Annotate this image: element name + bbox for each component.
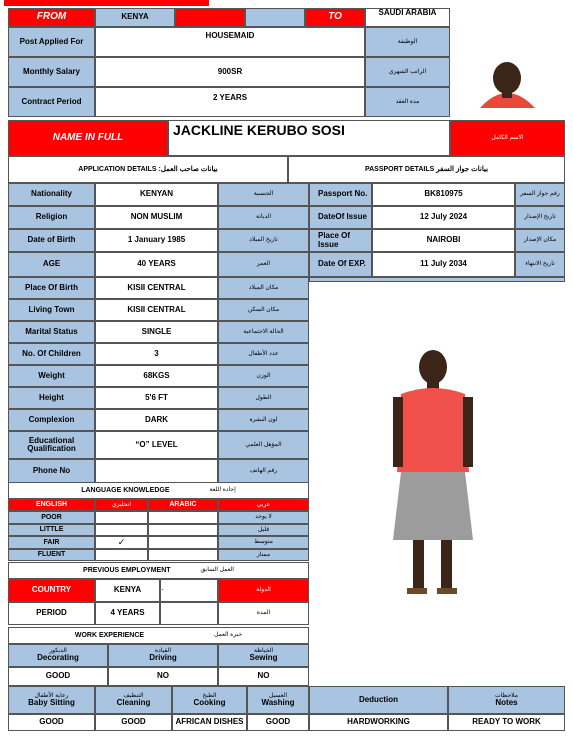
work-skill-cleaning	[95, 686, 172, 714]
applicant-label: Marital Status	[8, 321, 95, 343]
to-value: SAUDI ARABIA	[365, 8, 450, 27]
work-skill-baby-sitting	[8, 686, 95, 714]
salary-label: Monthly Salary	[8, 57, 95, 87]
applicant-arabic: الوزن	[218, 365, 309, 387]
header-blue-block	[245, 8, 305, 27]
name-label: NAME IN FULL	[8, 120, 168, 156]
work-skill-value: READY TO WORK	[448, 714, 565, 731]
work-skill-arabic: التنظيف	[123, 692, 144, 699]
applicant-label: Height	[8, 387, 95, 409]
top-strip	[4, 0, 209, 6]
applicant-value: 1 January 1985	[95, 229, 218, 252]
language-level-arabic: قليل	[218, 524, 309, 537]
work-skill-label: Driving	[149, 653, 177, 663]
language-level-label: POOR	[8, 511, 95, 524]
work-title-arabic: خبرة العمل	[214, 632, 243, 639]
applicant-arabic: مكان السكن	[218, 299, 309, 321]
country-label: COUNTRY	[8, 579, 95, 602]
applicant-value: KISII CENTRAL	[95, 299, 218, 321]
applicant-label: Living Town	[8, 299, 95, 321]
applicant-arabic: رقم الهاتف	[218, 459, 309, 483]
applicant-label: Place Of Birth	[8, 277, 95, 299]
contract-arabic: مدة العقد	[365, 87, 450, 117]
language-title-arabic: إجادة اللغة	[209, 487, 236, 494]
work-skill-driving	[108, 644, 218, 667]
country-extra: ·	[160, 579, 218, 602]
passport-arabic: تاريخ الانتهاء	[515, 252, 565, 277]
language-title-text: LANGUAGE KNOWLEDGE	[81, 486, 170, 494]
language-english-mark	[95, 511, 148, 524]
period-label: PERIOD	[8, 602, 95, 625]
language-english-mark	[95, 549, 148, 562]
work-skill-value: GOOD	[95, 714, 172, 731]
applicant-arabic: الجنسية	[218, 183, 309, 206]
applicant-arabic: مكان الميلاد	[218, 277, 309, 299]
language-english-mark	[95, 524, 148, 537]
language-english-mark: ✓	[95, 536, 148, 549]
work-skill-value: GOOD	[247, 714, 309, 731]
applicant-label: Complexion	[8, 409, 95, 431]
language-arabic-mark	[148, 524, 218, 537]
applicant-label: AGE	[8, 252, 95, 277]
header-red-block	[175, 8, 245, 27]
work-skill-arabic: الخياطة	[254, 648, 273, 655]
work-title	[8, 627, 309, 644]
arabic-header: ARABIC	[148, 499, 218, 511]
applicant-value: 5'6 FT	[95, 387, 218, 409]
passport-label: DateOf Issue	[309, 206, 372, 229]
applicant-arabic: العمر	[218, 252, 309, 277]
passport-label: Place Of Issue	[309, 229, 372, 252]
work-skill-label: Cooking	[193, 697, 226, 707]
work-skill-arabic: ملاحظات	[495, 692, 518, 699]
language-level-label: FLUENT	[8, 549, 95, 562]
applicant-full-photo	[309, 282, 565, 686]
work-skill-label: Washing	[261, 697, 295, 707]
passport-arabic: رقم جواز السفر	[515, 183, 565, 206]
post-arabic: الوظيفة	[365, 27, 450, 57]
applicant-value: NON MUSLIM	[95, 206, 218, 229]
salary-value: 900SR	[95, 57, 365, 87]
applicant-label: No. Of Children	[8, 343, 95, 365]
work-skill-decorating	[8, 644, 108, 667]
work-skill-value: AFRICAN DISHES	[172, 714, 247, 731]
from-value: KENYA	[95, 8, 175, 27]
passport-arabic: تاريخ الإصدار	[515, 206, 565, 229]
country-arabic: الدولة	[218, 579, 309, 602]
work-skill-washing	[247, 686, 309, 714]
applicant-value: DARK	[95, 409, 218, 431]
contract-value: 2 YEARS	[95, 87, 365, 117]
application-details-header: APPLICATION DETAILS :بيانات صاحب العمل	[8, 156, 288, 183]
name-arabic: الاسم الكامل	[450, 120, 565, 156]
work-skill-cooking	[172, 686, 247, 714]
language-level-label: FAIR	[8, 536, 95, 549]
passport-value: NAIROBI	[372, 229, 515, 252]
country-value: KENYA	[95, 579, 160, 602]
language-arabic-mark	[148, 549, 218, 562]
applicant-value: 40 YEARS	[95, 252, 218, 277]
applicant-arabic: الحالة الاجتماعية	[218, 321, 309, 343]
work-skill-label: Deduction	[358, 694, 399, 704]
applicant-arabic: الطول	[218, 387, 309, 409]
language-level-arabic: متوسط	[218, 536, 309, 549]
name-value: JACKLINE KERUBO SOSI	[168, 120, 450, 156]
applicant-label: Educational Qualification	[8, 431, 95, 459]
to-label: TO	[305, 8, 365, 27]
period-arabic: المدة	[218, 602, 309, 625]
work-skill-label: Notes	[495, 697, 518, 707]
work-skill-value: NO	[218, 667, 309, 686]
work-skill-arabic: الطبخ	[202, 692, 217, 699]
applicant-arabic: الديانة	[218, 206, 309, 229]
applicant-value: 68KGS	[95, 365, 218, 387]
work-skill-arabic: الديكور	[49, 648, 67, 655]
applicant-label: Nationality	[8, 183, 95, 206]
work-skill-label: Decorating	[37, 653, 79, 663]
period-value: 4 YEARS	[95, 602, 160, 625]
applicant-arabic: المؤهل العلمي	[218, 431, 309, 459]
applicant-value	[95, 459, 218, 483]
work-skill-value: NO	[108, 667, 218, 686]
post-label: Post Applied For	[8, 27, 95, 57]
previous-title-arabic: العمل السابق	[200, 567, 234, 574]
work-skill-value: HARDWORKING	[309, 714, 448, 731]
applicant-label: Weight	[8, 365, 95, 387]
passport-value: 11 July 2034	[372, 252, 515, 277]
previous-title-text: PREVIOUS EMPLOYMENT	[83, 566, 171, 574]
applicant-value: “O” LEVEL	[95, 431, 218, 459]
work-skill-label: Cleaning	[116, 697, 151, 707]
contract-label: Contract Period	[8, 87, 95, 117]
applicant-arabic: تاريخ الميلاد	[218, 229, 309, 252]
applicant-label: Date of Birth	[8, 229, 95, 252]
work-skill-arabic: القيادة	[155, 648, 171, 655]
passport-value: BK810975	[372, 183, 515, 206]
applicant-portrait	[450, 8, 565, 117]
work-skill-sewing	[218, 644, 309, 667]
applicant-arabic: لون البشرة	[218, 409, 309, 431]
from-label: FROM	[8, 8, 95, 27]
work-skill-arabic: رعاية الأطفال	[34, 692, 69, 699]
language-arabic-mark	[148, 536, 218, 549]
previous-title	[8, 562, 309, 579]
applicant-value: KISII CENTRAL	[95, 277, 218, 299]
applicant-arabic: عدد الأطفال	[218, 343, 309, 365]
arabic-arabic-header: عربي	[218, 499, 309, 511]
work-title-text: WORK EXPERIENCE	[74, 631, 145, 639]
applicant-label: Religion	[8, 206, 95, 229]
work-skill-notes	[448, 686, 565, 714]
post-value: HOUSEMAID	[95, 27, 365, 57]
language-title	[8, 482, 309, 499]
language-level-arabic: ممتاز	[218, 549, 309, 562]
work-skill-arabic: الغسيل	[268, 692, 288, 699]
english-header: ENGLISH	[8, 499, 95, 511]
passport-label: Passport No.	[309, 183, 372, 206]
work-skill-value: GOOD	[8, 667, 108, 686]
applicant-value: SINGLE	[95, 321, 218, 343]
work-skill-label: Baby Sitting	[28, 697, 75, 707]
applicant-value: KENYAN	[95, 183, 218, 206]
language-level-arabic: لا يوجد	[218, 511, 309, 524]
work-skill-label: Sewing	[249, 653, 278, 663]
work-skill-deduction	[309, 686, 448, 714]
period-blank	[160, 602, 218, 625]
language-level-label: LITTLE	[8, 524, 95, 537]
english-arabic-header: انجليزي	[95, 499, 148, 511]
passport-arabic: مكان الإصدار	[515, 229, 565, 252]
salary-arabic: الراتب الشهري	[365, 57, 450, 87]
applicant-value: 3	[95, 343, 218, 365]
passport-value: 12 July 2024	[372, 206, 515, 229]
language-arabic-mark	[148, 511, 218, 524]
applicant-label: Phone No	[8, 459, 95, 483]
passport-details-header: PASSPORT DETAILS بيانات جواز السفر	[288, 156, 565, 183]
work-skill-value: GOOD	[8, 714, 95, 731]
passport-label: Date Of EXP.	[309, 252, 372, 277]
